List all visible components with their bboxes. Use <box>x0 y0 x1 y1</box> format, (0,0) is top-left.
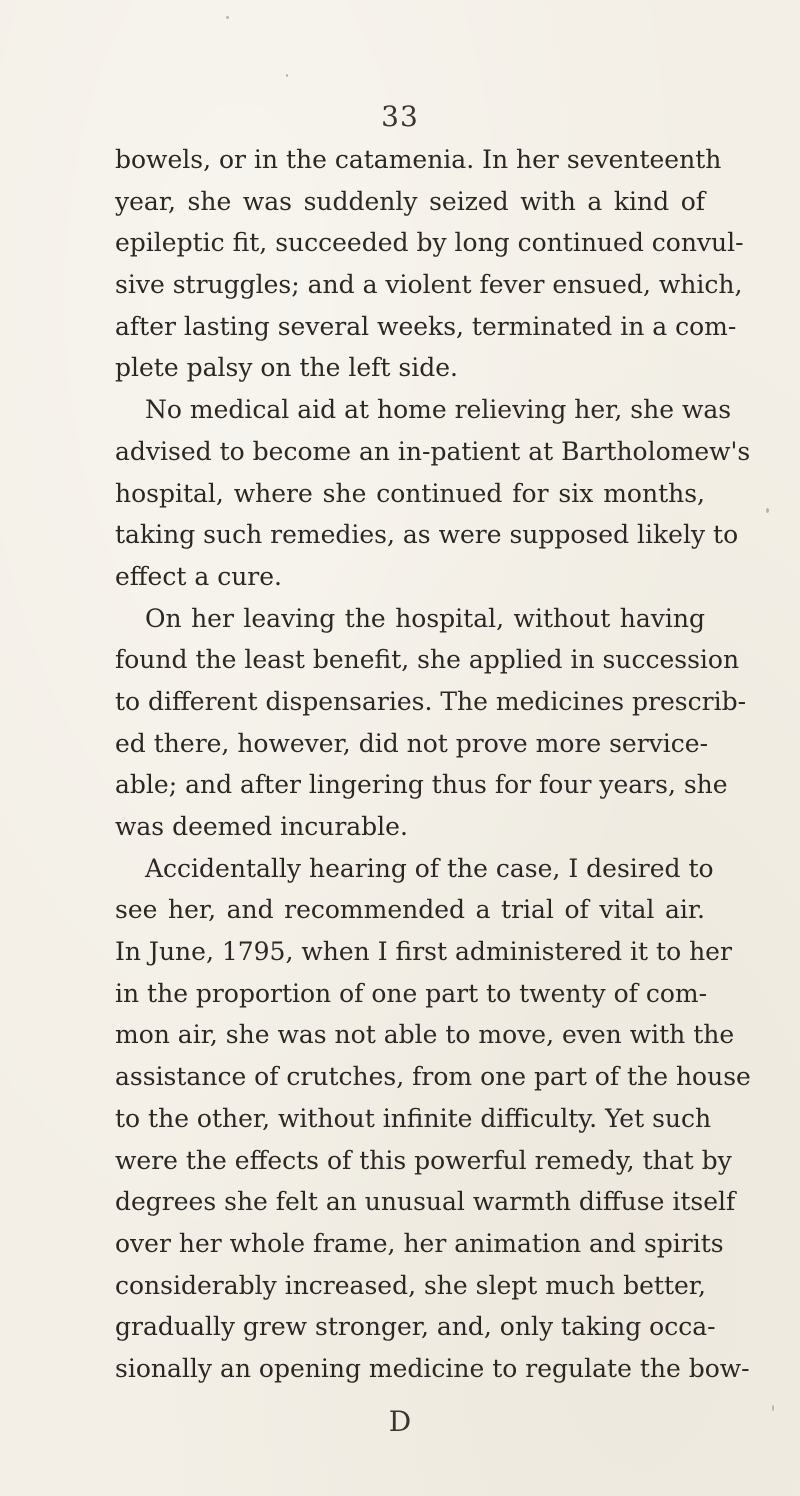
text-line: was deemed incurable. <box>115 812 408 841</box>
text-line: in the proportion of one part to twenty of com- <box>115 978 708 1008</box>
text-line: In June, 1795, when I first administered it to her <box>115 937 732 967</box>
text-line: advised to become an in-patient at Bartholomew's <box>115 436 751 466</box>
text-line: year, she was suddenly seized with a kind of <box>115 186 705 216</box>
text-line: taking such remedies, as were supposed likely to <box>115 520 739 550</box>
text-line: assistance of crutches, from one part of the house <box>115 1062 751 1092</box>
body-text <box>115 139 751 1390</box>
text-line: sive struggles; and a violent fever ensued, which, <box>115 270 743 300</box>
text-line: plete palsy on the left side. <box>115 353 458 383</box>
page-number: 33 <box>381 100 419 133</box>
paper-speck <box>226 16 229 19</box>
text-line: were the effects of this powerful remedy, that by <box>115 1145 732 1175</box>
text-line: over her whole frame, her animation and spirits <box>115 1228 724 1258</box>
text-line: ed there, however, did not prove more service- <box>115 728 709 758</box>
paper-speck <box>766 508 769 513</box>
text-line: after lasting several weeks, terminated in a com- <box>115 311 737 341</box>
text-line: epileptic fit, succeeded by long continued convul- <box>115 228 744 258</box>
text-line: see her, and recommended a trial of vital air. <box>115 895 705 925</box>
text-line: bowels, or in the catamenia. In her seventeenth <box>115 145 722 174</box>
text-line: considerably increased, she slept much better, <box>115 1270 706 1300</box>
text-line: On her leaving the hospital, without having <box>145 603 705 633</box>
text-line: degrees she felt an unusual warmth diffuse itself <box>115 1187 736 1217</box>
paper-speck <box>772 1405 774 1411</box>
text-line: effect a cure. <box>115 561 282 591</box>
text-line: able; and after lingering thus for four years, she <box>115 770 728 800</box>
text-line: found the least benefit, she applied in succession <box>115 645 740 675</box>
text-line: Accidentally hearing of the case, I desired to <box>145 853 714 883</box>
text-line: mon air, she was not able to move, even with the <box>115 1020 735 1050</box>
text-line: to different dispensaries. The medicines prescrib- <box>115 686 747 716</box>
text-line: hospital, where she continued for six months, <box>115 478 705 508</box>
text-line: gradually grew stronger, and, only taking occa- <box>115 1312 716 1342</box>
text-line: No medical aid at home relieving her, she was <box>145 395 732 425</box>
signature-mark: D <box>388 1405 412 1438</box>
paper-speck <box>286 74 288 77</box>
text-line: sionally an opening medicine to regulate the bow- <box>115 1353 750 1383</box>
text-line: to the other, without infinite difficulty. Yet such <box>115 1103 712 1133</box>
